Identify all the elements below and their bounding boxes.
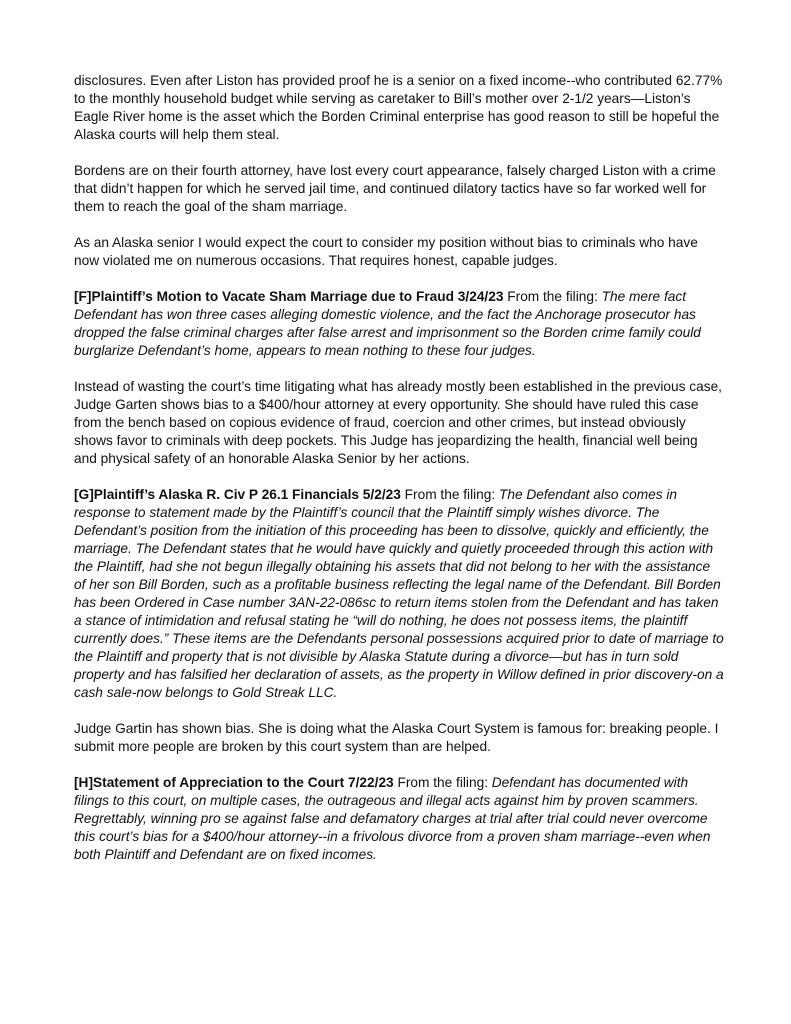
paragraph-text: As an Alaska senior I would expect the court to consider my position without bias to criminals who have now violated me on numerous occasions. That requires honest, capable judges.: [74, 235, 698, 268]
paragraph-alaska-senior: [74, 234, 724, 270]
paragraph-text: disclosures. Even after Liston has provided proof he is a senior on a fixed income--who contributed 62.77% to the monthly household budget while serving as caretaker to Bill’s mother over 2-1/2 years—Liston’s Eagle River home is the asset which the Borden Criminal enterprise has good reason to still be hopeful the Alaska courts will help them steal.: [74, 73, 723, 142]
section-heading: [F]Plaintiff’s Motion to Vacate Sham Marriage due to Fraud 3/24/23: [74, 289, 504, 304]
section-f-motion-to-vacate: [74, 288, 724, 360]
filing-quote: Defendant has documented with filings to this court, on multiple cases, the outrageous and illegal acts against him by proven scammers. Regrettably, winning pro se against false and defamatory charges at trial after trial could never overcome this court’s bias for a $400/hour attorney--in a frivolous divorce from a proven sham marriage--even when both Plaintiff and Defendant are on fixed incomes.: [74, 775, 711, 862]
filing-lead: From the filing:: [393, 775, 492, 790]
paragraph-judge-gartin-bias: [74, 720, 724, 756]
paragraph-text: Bordens are on their fourth attorney, have lost every court appearance, falsely charged Liston with a crime that didn’t happen for which he served jail time, and continued dilatory tactics have so far worked well for them to reach the goal of the sham marriage.: [74, 163, 716, 214]
paragraph-text: Instead of wasting the court’s time litigating what has already mostly been established in the previous case, Judge Garten shows bias to a $400/hour attorney at every opportunity. She should have ruled this case from the bench based on copious evidence of fraud, coercion and other crimes, but instead obviously shows favor to criminals with deep pockets. This Judge has jeopardizing the health, financial well being and physical safety of an honorable Alaska Senior by her actions.: [74, 379, 722, 466]
section-g-financials: [74, 486, 724, 702]
filing-quote: The Defendant also comes in response to statement made by the Plaintiff’s council that the Plaintiff simply wishes divorce. The Defendant’s position from the initiation of this proceeding has been to dissolve, quickly and efficiently, the marriage. The Defendant states that he would have quickly and quietly proceeded through this action with the Plaintiff, had she not begun illegally obtaining his assets that did not belong to her with the assistance of her son Bill Borden, such as a profitable business reflecting the legal name of the Defendant. Bill Borden has been Ordered in Case number 3AN-22-086sc to return items stolen from the Defendant and has taken a stance of intimidation and refusal stating he “will do nothing, he does not possess items, the plaintiff currently does.” These items are the Defendants personal possessions acquired prior to date of marriage to the Plaintiff and property that is not divisible by Alaska Statute during a divorce—but has in turn sold property and has falsified her declaration of assets, as the property in Willow defined in prior discovery-on a cash sale-now belongs to Gold Streak LLC.: [74, 487, 724, 700]
section-heading: [H]Statement of Appreciation to the Court 7/22/23: [74, 775, 394, 790]
paragraph-judge-garten: [74, 378, 724, 468]
section-h-appreciation: [74, 774, 724, 864]
filing-lead: From the filing:: [503, 289, 602, 304]
filing-quote: The mere fact Defendant has won three cases alleging domestic violence, and the fact the Anchorage prosecutor has dropped the false criminal charges after false arrest and imprisonment so the Borden crime family could burglarize Defendant’s home, appears to mean nothing to these four judges.: [74, 289, 701, 358]
section-heading: [G]Plaintiff’s Alaska R. Civ P 26.1 Financials 5/2/23: [74, 487, 401, 502]
paragraph-text: Judge Gartin has shown bias. She is doing what the Alaska Court System is famous for: breaking people. I submit more people are broken by this court system than are helped.: [74, 721, 719, 754]
paragraph-bordens-attorneys: [74, 162, 724, 216]
filing-lead: From the filing:: [400, 487, 499, 502]
paragraph-disclosures: [74, 72, 724, 144]
document-page: [74, 72, 724, 882]
